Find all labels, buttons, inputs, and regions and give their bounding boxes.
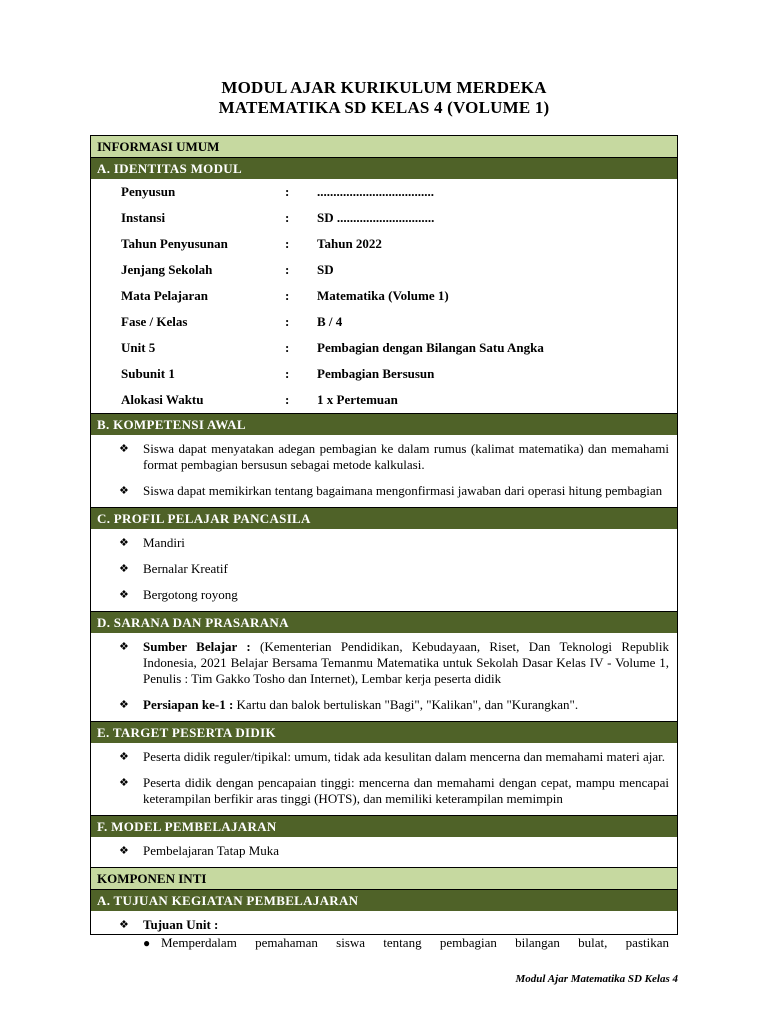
tujuan-list — [91, 911, 677, 957]
section-identitas-modul: A. IDENTITAS MODUL — [91, 157, 677, 179]
identity-label: Alokasi Waktu — [121, 392, 204, 407]
section-sarana-prasarana: D. SARANA DAN PRASARANA — [91, 611, 677, 633]
list-item: ❖ Bernalar Kreatif — [119, 561, 228, 576]
identity-label: Subunit 1 — [121, 366, 175, 381]
sumber-belajar-text: (Kementerian Pendidikan, Kebudayaan, Riset, Dan Teknologi Republik Indonesia, 2021 Belajar Bersama Temanmu Matematika untuk Sekolah Dasar Kelas IV - Volume 1, Penulis : Tim Gakko Tosho dan Internet), Lembar kerja peserta didik — [143, 639, 669, 686]
persiapan-text: Kartu dan balok bertuliskan "Bagi", "Kalikan", dan "Kurangkan". — [233, 697, 579, 712]
identity-label: Tahun Penyusunan — [121, 236, 228, 251]
list-item: ❖ Siswa dapat memikirkan tentang bagaimana mengonfirmasi jawaban dari operasi hitung pembagian — [119, 483, 663, 498]
identity-row-unit — [121, 335, 677, 361]
section-tujuan-kegiatan: A. TUJUAN KEGIATAN PEMBELAJARAN — [91, 889, 677, 911]
list-item: ❖ Peserta didik reguler/tipikal: umum, tidak ada kesulitan dalam mencerna dan memahami materi ajar. — [119, 749, 665, 764]
kompetensi-list — [91, 435, 677, 507]
list-item: ❖ Peserta didik dengan pencapaian tinggi: mencerna dan memahami dengan cepat, mampu mencapai keterampilan berfikir aras tinggi (HOTS), dan memiliki keterampilan memimpin — [119, 775, 669, 806]
section-target-peserta: E. TARGET PESERTA DIDIK — [91, 721, 677, 743]
list-item: ❖ Pembelajaran Tatap Muka — [119, 843, 280, 858]
circle-bullet-icon: ● — [143, 936, 151, 950]
identity-colon: : — [285, 236, 290, 251]
identity-label: Instansi — [121, 210, 166, 225]
identity-value: B / 4 — [317, 314, 343, 329]
identity-colon: : — [285, 210, 290, 225]
identity-colon: : — [285, 288, 290, 303]
identity-label: Fase / Kelas — [121, 314, 188, 329]
identity-label: Mata Pelajaran — [121, 288, 209, 303]
section-kompetensi-awal: B. KOMPETENSI AWAL — [91, 413, 677, 435]
identity-row-tahun — [121, 231, 677, 257]
identity-colon: : — [285, 184, 290, 199]
list-item: ❖ Siswa dapat menyatakan adegan pembagian ke dalam rumus (kalimat matematika) dan memahami format pembagian bersusun sebagai metode kalkulasi. — [119, 441, 669, 472]
identity-row-alokasi — [121, 387, 677, 413]
identity-value: Pembagian dengan Bilangan Satu Angka — [317, 340, 544, 355]
list-item: ❖ Bergotong royong — [119, 587, 238, 602]
module-table — [90, 135, 678, 950]
list-item — [119, 697, 669, 713]
diamond-bullet-icon: ❖ — [119, 589, 129, 601]
identity-value: Pembagian Bersusun — [317, 366, 435, 381]
identity-row-instansi — [121, 205, 677, 231]
section-profil-pelajar: C. PROFIL PELAJAR PANCASILA — [91, 507, 677, 529]
identity-label: Jenjang Sekolah — [121, 262, 213, 277]
page-footer: Modul Ajar Matematika SD Kelas 4 — [515, 973, 678, 985]
identity-colon: : — [285, 340, 290, 355]
identitas-list — [91, 179, 677, 413]
list-item: ❖ Tujuan Unit : — [119, 917, 219, 932]
sub-list-item: ● Memperdalam pemahaman siswa tentang pembagian bilangan bulat, pastikan — [143, 935, 669, 950]
identity-value: Matematika (Volume 1) — [317, 288, 449, 303]
identity-row-jenjang — [121, 257, 677, 283]
identity-value: .................................... — [317, 184, 434, 199]
diamond-bullet-icon: ❖ — [119, 845, 129, 857]
identity-value: Tahun 2022 — [317, 236, 382, 251]
model-list — [91, 837, 677, 867]
section-komponen-inti: KOMPONEN INTI — [91, 867, 677, 889]
diamond-bullet-icon: ❖ — [119, 485, 129, 497]
diamond-bullet-icon: ❖ — [119, 777, 129, 789]
sumber-belajar-label: Sumber Belajar : — [143, 639, 251, 654]
sarana-list — [91, 633, 677, 721]
diamond-bullet-icon: ❖ — [119, 641, 129, 653]
identity-label: Penyusun — [121, 184, 176, 199]
identity-row-penyusun — [121, 179, 677, 205]
identity-colon: : — [285, 366, 290, 381]
identity-row-subunit — [121, 361, 677, 387]
diamond-bullet-icon: ❖ — [119, 563, 129, 575]
identity-colon: : — [285, 314, 290, 329]
list-item — [119, 639, 669, 687]
identity-colon: : — [285, 262, 290, 277]
diamond-bullet-icon: ❖ — [119, 443, 129, 455]
identity-colon: : — [285, 392, 290, 407]
diamond-bullet-icon: ❖ — [119, 699, 129, 711]
section-model-pembelajaran: F. MODEL PEMBELAJARAN — [91, 815, 677, 837]
identity-label: Unit 5 — [121, 340, 156, 355]
identity-value: 1 x Pertemuan — [317, 392, 398, 407]
diamond-bullet-icon: ❖ — [119, 751, 129, 763]
list-item: ❖ Mandiri — [119, 535, 185, 550]
section-informasi-umum: INFORMASI UMUM — [91, 135, 677, 157]
identity-value: SD .............................. — [317, 210, 435, 225]
identity-row-fase — [121, 309, 677, 335]
identity-row-mapel — [121, 283, 677, 309]
profil-list — [91, 529, 677, 611]
document-title-line-1: MODUL AJAR KURIKULUM MERDEKA — [221, 78, 547, 97]
document-title-line-2: MATEMATIKA SD KELAS 4 (VOLUME 1) — [218, 98, 550, 117]
diamond-bullet-icon: ❖ — [119, 537, 129, 549]
target-list — [91, 743, 677, 815]
diamond-bullet-icon: ❖ — [119, 919, 129, 931]
identity-value: SD — [317, 262, 334, 277]
persiapan-label: Persiapan ke-1 : — [143, 697, 234, 712]
